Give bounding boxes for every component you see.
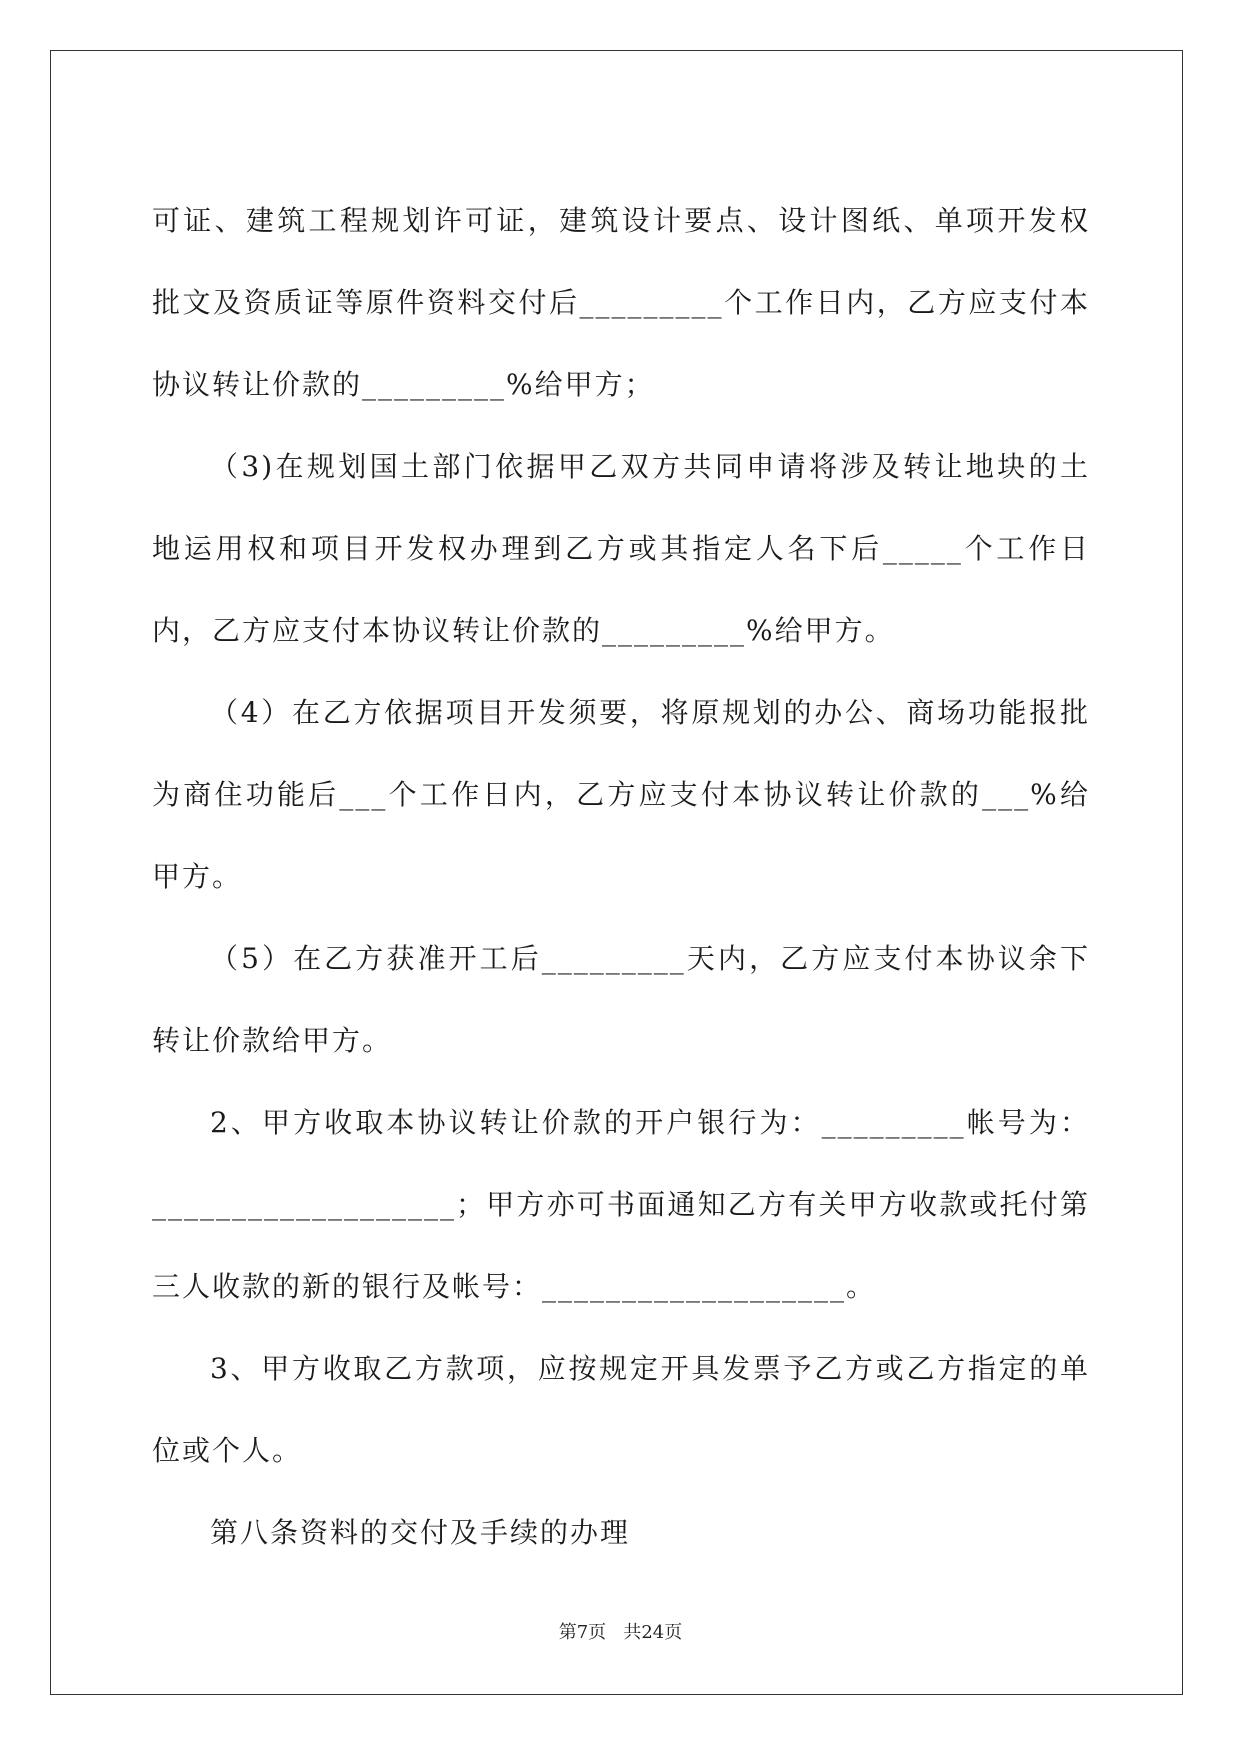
section-heading: 第八条资料的交付及手续的办理: [210, 1516, 631, 1549]
paragraph-line: （4）在乙方依据项目开发须要，将原规划的办公、商场功能报批: [210, 696, 1090, 729]
document-body: [152, 180, 1090, 1574]
paragraph-line: 2、甲方收取本协议转让价款的开户银行为：_________帐号为：: [210, 1106, 1090, 1139]
page-number: 第7页 共24页: [558, 1622, 683, 1643]
paragraph-line: 甲方。: [152, 860, 243, 893]
paragraph-line: 地运用权和项目开发权办理到乙方或其指定人名下后_____个工作日: [152, 532, 1090, 565]
paragraph-line: 转让价款给甲方。: [152, 1024, 393, 1057]
paragraph-line: 为商住功能后___个工作日内，乙方应支付本协议转让价款的___%给: [152, 778, 1090, 811]
paragraph-line: 批文及资质证等原件资料交付后_________个工作日内，乙方应支付本: [152, 286, 1090, 319]
paragraph-line: 3、甲方收取乙方款项，应按规定开具发票予乙方或乙方指定的单: [210, 1352, 1090, 1385]
paragraph-line: 内，乙方应支付本协议转让价款的_________%给甲方。: [152, 614, 895, 647]
paragraph-line: 三人收款的新的银行及帐号：___________________。: [152, 1270, 877, 1303]
paragraph-line: 协议转让价款的_________%给甲方；: [152, 368, 655, 401]
paragraph-line: ___________________；甲方亦可书面通知乙方有关甲方收款或托付第: [152, 1188, 1090, 1221]
paragraph-line: 可证、建筑工程规划许可证，建筑设计要点、设计图纸、单项开发权: [152, 204, 1090, 237]
paragraph-line: （3)在规划国土部门依据甲乙双方共同申请将涉及转让地块的土: [210, 450, 1090, 483]
paragraph-line: （5）在乙方获准开工后_________天内，乙方应支付本协议余下: [210, 942, 1090, 975]
paragraph-line: 位或个人。: [152, 1434, 303, 1467]
